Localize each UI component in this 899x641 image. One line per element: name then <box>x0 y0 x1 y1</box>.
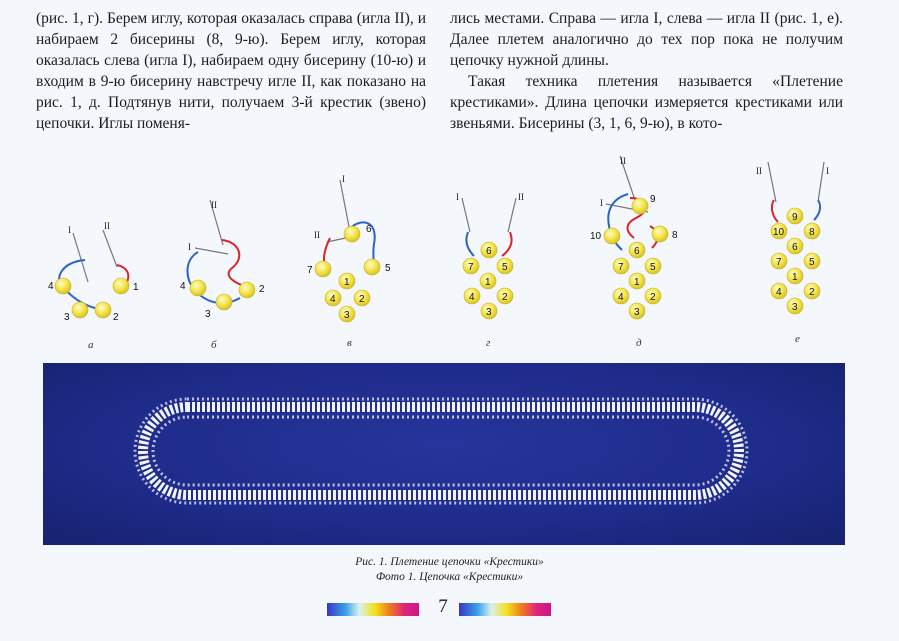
bead-number: 3 <box>792 302 798 313</box>
bead-number: 9 <box>792 212 798 223</box>
needle-icon <box>73 233 88 282</box>
figure-diagrams <box>0 150 899 360</box>
needle-label: I <box>342 174 345 184</box>
bead-number: 8 <box>809 227 815 238</box>
paragraph: (рис. 1, г). Берем иглу, которая оказалась справа (игла II), и набираем 2 бисерины (8, 9-ю). Берем иглу, которая оказалась слева (игла I), набираем одну бисерину (10-ю) и входим в 9-ю бисерину навстречу игле II, как показано на рис. 1, д. Подтянув нити, получаем 3-й крестик (звено) цепочки. Иглы поменя- <box>36 10 426 132</box>
bead-number: 2 <box>359 294 365 305</box>
bead-number: 8 <box>672 230 678 241</box>
bead-number: 5 <box>385 263 391 274</box>
bead-number: 3 <box>634 307 640 318</box>
bead <box>344 226 360 242</box>
diagram-panel-d <box>590 156 678 349</box>
needle-icon <box>195 248 228 254</box>
bead-number: 2 <box>113 312 119 323</box>
bead-number: 10 <box>773 227 785 238</box>
diagram-panel-g <box>456 192 524 349</box>
bead <box>239 282 255 298</box>
bead <box>95 302 111 318</box>
diagram-panel-b <box>180 200 265 351</box>
bead-number: 4 <box>48 281 54 292</box>
bead-number: 7 <box>468 262 474 273</box>
photo-caption: Фото 1. Цепочка «Крестики» <box>375 571 524 583</box>
needle-label: II <box>620 156 626 166</box>
needle-label: II <box>756 166 762 176</box>
needle-icon <box>462 198 470 232</box>
page-number: 7 <box>438 596 448 617</box>
bead <box>190 280 206 296</box>
needle-label: II <box>518 192 524 202</box>
bead-number: 2 <box>809 287 815 298</box>
red-thread <box>772 200 778 222</box>
bead-number: 4 <box>776 287 782 298</box>
bead-number: 3 <box>486 307 492 318</box>
bead-number: 7 <box>307 265 313 276</box>
color-bar-right <box>459 603 551 616</box>
bead-number: 2 <box>502 292 508 303</box>
bead-number: 1 <box>344 277 350 288</box>
red-thread <box>502 232 512 256</box>
blue-thread <box>466 232 474 256</box>
bead <box>55 278 71 294</box>
bead-number: 4 <box>330 294 336 305</box>
needle-label: I <box>456 192 459 202</box>
bead <box>216 294 232 310</box>
needle-icon <box>768 162 776 202</box>
needle-label: I <box>600 198 603 208</box>
diagram-panel-a <box>48 221 139 351</box>
needle-icon <box>818 162 824 202</box>
bead-number: 5 <box>502 262 508 273</box>
panel-label: г <box>486 337 491 349</box>
panel-label: б <box>211 339 217 351</box>
chain-image <box>43 363 845 545</box>
needle-icon <box>508 198 516 232</box>
bead-number: 5 <box>809 257 815 268</box>
bead-number: 4 <box>469 292 475 303</box>
beaded-chain-photo <box>43 363 845 545</box>
right-text-column <box>450 8 843 134</box>
bead-number: 1 <box>133 282 139 293</box>
bead <box>315 261 331 277</box>
bead <box>632 198 648 214</box>
bead-number: 10 <box>590 231 602 242</box>
needle-label: I <box>826 166 829 176</box>
paragraph: Такая техника плетения называется «Плетение крестиками». Длина цепочки измеряется крестиками или звеньями. Бисерины (3, 1, 6, 9-ю), в кото- <box>450 73 843 132</box>
bead <box>364 259 380 275</box>
bead-number: 1 <box>792 272 798 283</box>
red-thread <box>222 240 248 287</box>
blue-thread <box>814 200 820 220</box>
bead <box>652 226 668 242</box>
bead-number: 3 <box>64 312 70 323</box>
bead-number: 1 <box>485 277 491 288</box>
bead-number: 4 <box>180 281 186 292</box>
bead-number: 6 <box>634 246 640 257</box>
color-bar-left <box>327 603 419 616</box>
panel-label: в <box>347 337 352 349</box>
panel-label: д <box>636 337 642 349</box>
diagram-panel-v <box>307 174 391 349</box>
needle-label: II <box>104 221 110 231</box>
bead-number: 9 <box>650 194 656 205</box>
bead <box>113 278 129 294</box>
bead <box>604 228 620 244</box>
bead-number: 5 <box>650 262 656 273</box>
bead-number: 6 <box>486 246 492 257</box>
bead <box>72 302 88 318</box>
needle-label: I <box>188 242 191 252</box>
needle-label: II <box>314 230 320 240</box>
bead-number: 4 <box>618 292 624 303</box>
bead-number: 3 <box>205 309 211 320</box>
diagram-panel-e <box>756 162 829 345</box>
bead-number: 6 <box>792 242 798 253</box>
needle-icon <box>340 180 350 232</box>
panel-label: е <box>795 333 800 345</box>
panel-label: а <box>88 339 94 351</box>
paragraph: лись местами. Справа — игла I, слева — игла II (рис. 1, е). Далее плетем аналогично до тех пор пока не получим цепочку нужной длины. <box>450 10 843 69</box>
bead-number: 2 <box>259 284 265 295</box>
bead-number: 6 <box>366 224 372 235</box>
bead-number: 2 <box>650 292 656 303</box>
figure-caption: Рис. 1. Плетение цепочки «Крестики» <box>355 556 544 568</box>
needle-label: I <box>68 225 71 235</box>
bead-number: 3 <box>344 310 350 321</box>
bead-number: 1 <box>634 277 640 288</box>
left-text-column <box>36 8 426 134</box>
bead-number: 7 <box>776 257 782 268</box>
needle-label: II <box>211 200 217 210</box>
bead-number: 7 <box>618 262 624 273</box>
needle-icon <box>103 230 117 267</box>
